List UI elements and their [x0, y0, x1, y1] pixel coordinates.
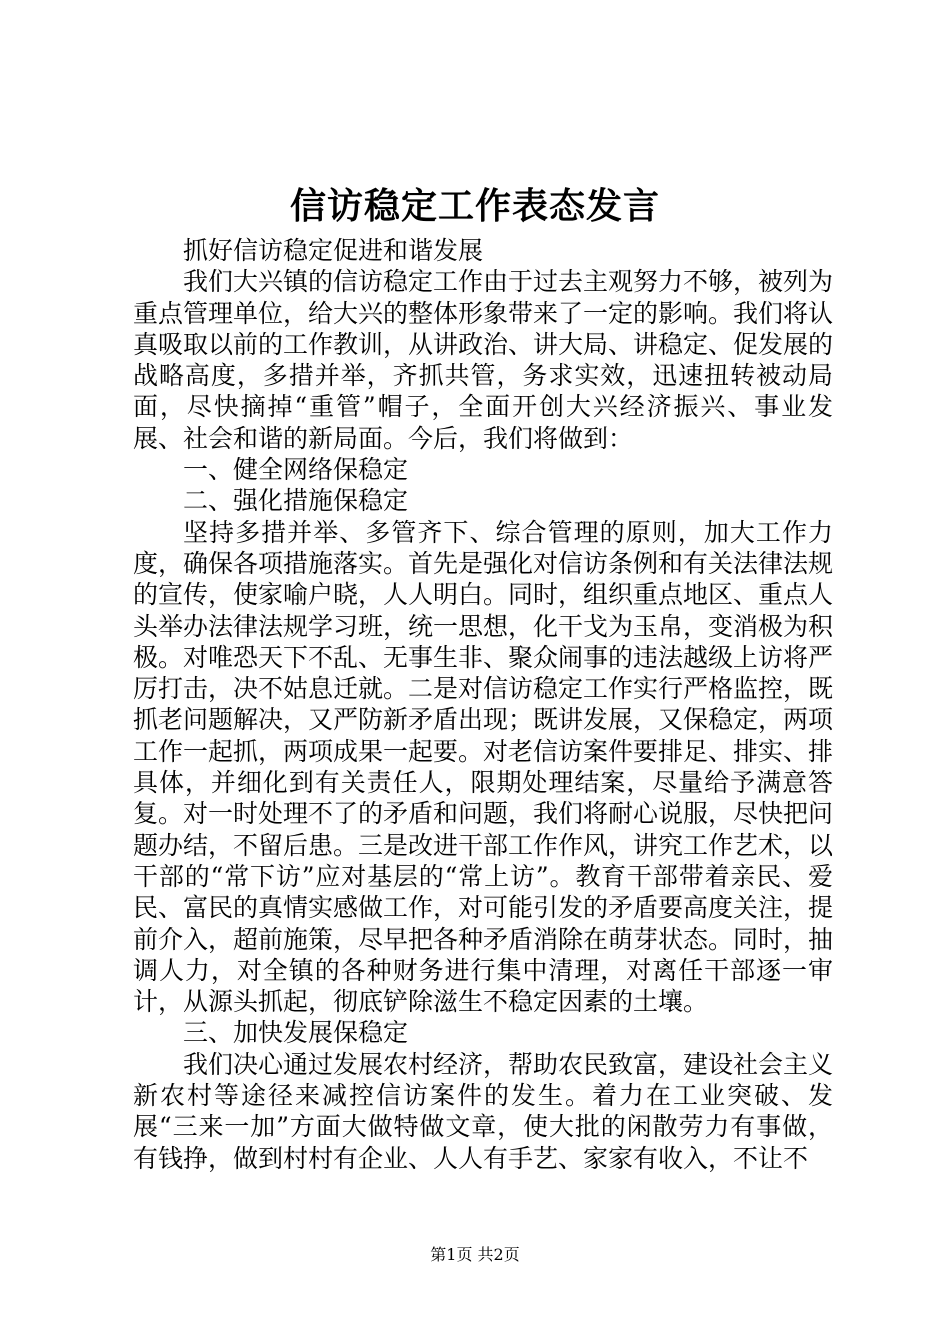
- subtitle-paragraph: 抓好信访稳定促进和谐发展: [183, 236, 484, 265]
- body-paragraph: 我们决心通过发展农村经济，帮助农民致富，建设社会主义新农村等途径来减控信访案件的发生。着力在工业突破、发展“三来一加”方面大做特做文章，使大批的闲散劳力有事做，有钱挣，做到村村有企业、人人有手艺、家家有收入，不让不: [133, 1049, 834, 1173]
- body-paragraph: 坚持多措并举、多管齐下、综合管理的原则，加大工作力度，确保各项措施落实。首先是强化对信访条例和有关法律法规的宣传，使家喻户晓，人人明白。同时，组织重点地区、重点人头举办法律法规学习班，统一思想，化干戈为玉帛，变消极为积极。对唯恐天下不乱、无事生非、聚众闹事的违法越级上访将严厉打击，决不姑息迁就。二是对信访稳定工作实行严格监控，既抓老问题解决，又严防新矛盾出现；既讲发展，又保稳定，两项工作一起抓，两项成果一起要。对老信访案件要排足、排实、排具体，并细化到有关责任人，限期处理结案，尽量给予满意答复。对一时处理不了的矛盾和问题，我们将耐心说服，尽快把问题办结，不留后患。三是改进干部工作作风，讲究工作艺术，以干部的“常下访”应对基层的“常上访”。教育干部带着亲民、爱民、富民的真情实感做工作，对可能引发的矛盾要高度关注，提前介入，超前施策，尽早把各种矛盾消除在萌芽状态。同时，抽调人力，对全镇的各种财务进行集中清理，对离任干部逐一审计，从源头抓起，彻底铲除滋生不稳定因素的土壤。: [133, 517, 834, 1017]
- document-title: 信访稳定工作表态发言: [289, 186, 660, 227]
- body-paragraph: 我们大兴镇的信访稳定工作由于过去主观努力不够，被列为重点管理单位，给大兴的整体形象带来了一定的影响。我们将认真吸取以前的工作教训，从讲政治、讲大局、讲稳定、促发展的战略高度，多措并举，齐抓共管，务求实效，迅速扭转被动局面，尽快摘掉“重管”帽子，全面开创大兴经济振兴、事业发展、社会和谐的新局面。今后，我们将做到：: [133, 267, 834, 453]
- section-heading: 三、加快发展保稳定: [183, 1018, 409, 1048]
- page-footer: 第1页 共2页: [430, 1245, 520, 1264]
- section-heading: 一、健全网络保稳定: [183, 455, 409, 485]
- document-body: [133, 235, 833, 1174]
- section-heading: 二、强化措施保稳定: [183, 486, 409, 516]
